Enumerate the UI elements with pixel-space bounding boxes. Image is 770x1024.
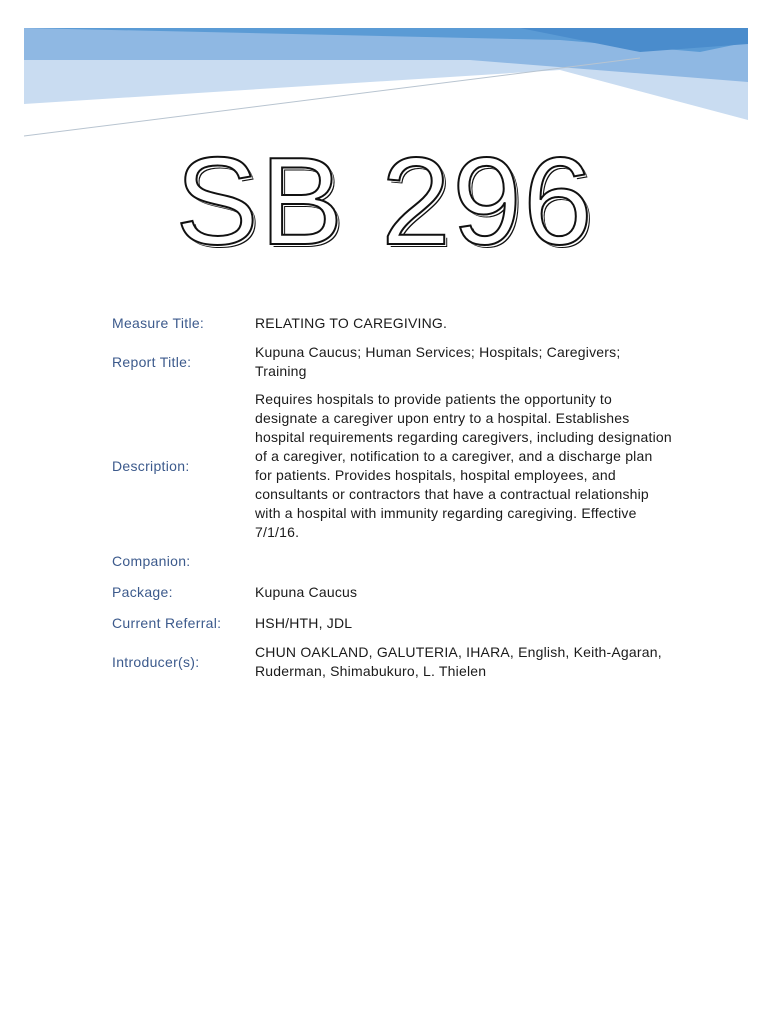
- row-description: [112, 386, 672, 546]
- current-referral-value: HSH/HTH, JDL: [255, 614, 353, 631]
- description-value: Requires hospitals to provide patients the opportunity to designate a caregiver upon entry to a hospital. Establishes hospital requirements regarding caregivers, including designation of a caregiver, notification to a caregiver, and a discharge plan for patients. Provides hospitals, hospital employees, and consultants or contractors that have a contractual relationship with a hospital with immunity regarding caregiving. Effective 7/1/16.: [255, 391, 672, 540]
- measure-number: SB 296: [175, 133, 595, 271]
- row-current-referral: [112, 608, 672, 638]
- row-measure-title: [112, 308, 672, 338]
- companion-value: [255, 546, 672, 576]
- introducers-label: Introducer(s):: [112, 654, 200, 670]
- report-title-label: Report Title:: [112, 354, 192, 370]
- report-title-value: Kupuna Caucus; Human Services; Hospitals; Caregivers; Training: [255, 344, 621, 379]
- companion-label: Companion:: [112, 553, 191, 569]
- introducers-value: CHUN OAKLAND, GALUTERIA, IHARA, English, Keith-Agaran, Ruderman, Shimabukuro, L. Thielen: [255, 644, 662, 679]
- row-companion: [112, 546, 672, 576]
- measure-info-table: [112, 308, 672, 686]
- package-value: Kupuna Caucus: [255, 583, 358, 600]
- row-package: [112, 576, 672, 608]
- current-referral-label: Current Referral:: [112, 615, 222, 631]
- description-label: Description:: [112, 458, 190, 474]
- measure-title-label: Measure Title:: [112, 315, 205, 331]
- package-label: Package:: [112, 584, 173, 600]
- header-banner: [0, 0, 770, 150]
- row-introducers: [112, 638, 672, 686]
- row-report-title: [112, 338, 672, 386]
- measure-title-value: RELATING TO CAREGIVING.: [255, 314, 448, 331]
